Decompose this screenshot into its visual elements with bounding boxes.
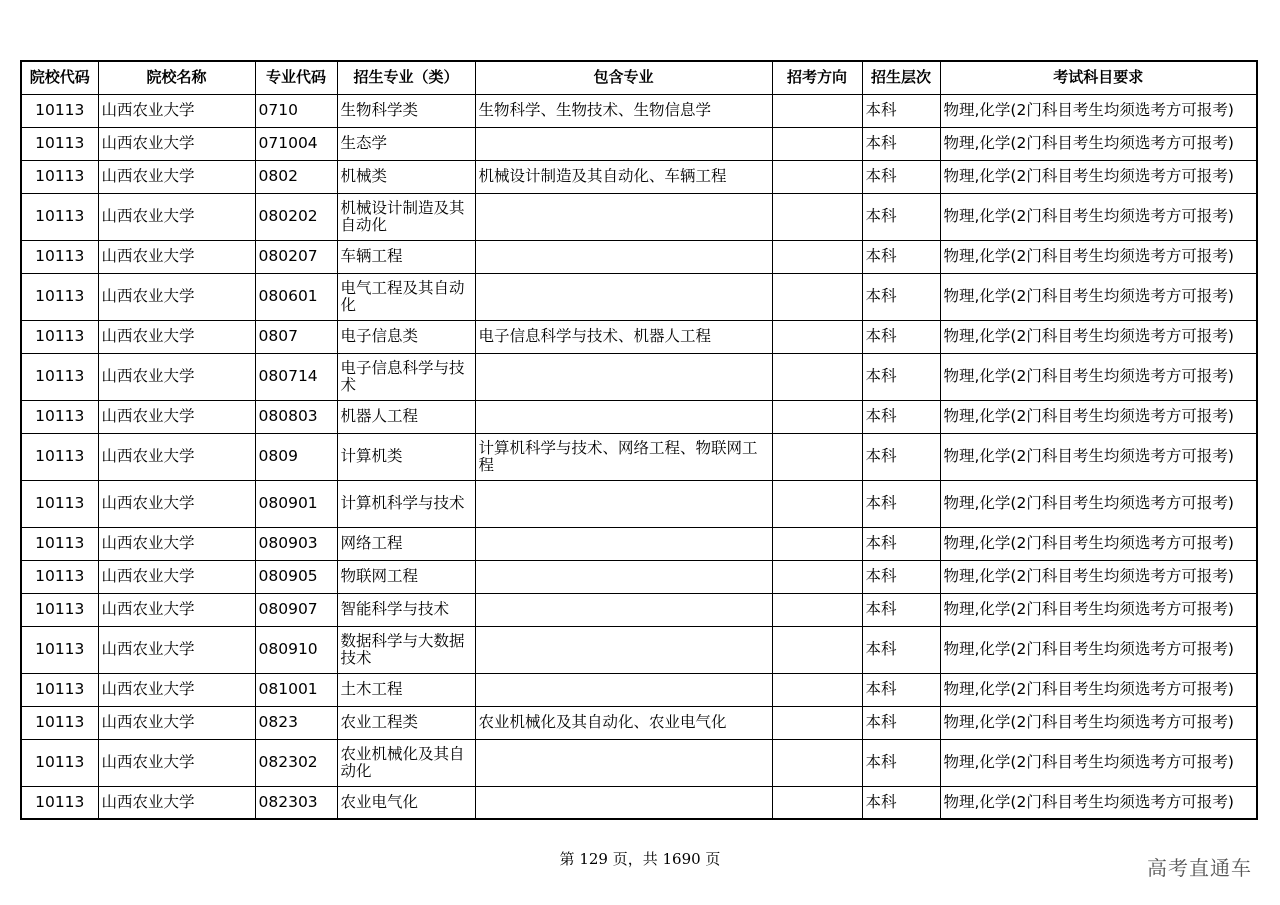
cell-direction (772, 320, 862, 353)
cell-subject-requirement: 物理,化学(2门科目考生均须选考方可报考) (940, 673, 1257, 706)
cell-school-name: 山西农业大学 (98, 527, 255, 560)
table-row (21, 193, 1257, 240)
watermark-logo: 高考直通车 (1147, 856, 1252, 880)
cell-level: 本科 (862, 706, 940, 739)
cell-subject-requirement: 物理,化学(2门科目考生均须选考方可报考) (940, 273, 1257, 320)
cell-level: 本科 (862, 193, 940, 240)
cell-major-name: 农业电气化 (337, 786, 475, 819)
cell-included-majors (475, 560, 772, 593)
cell-school-code: 10113 (21, 320, 98, 353)
table-row (21, 94, 1257, 127)
cell-major-code: 082302 (255, 739, 337, 786)
cell-major-code: 080901 (255, 480, 337, 527)
header-school-code: 院校代码 (21, 61, 98, 94)
cell-direction (772, 480, 862, 527)
cell-subject-requirement: 物理,化学(2门科目考生均须选考方可报考) (940, 626, 1257, 673)
cell-school-code: 10113 (21, 400, 98, 433)
cell-school-name: 山西农业大学 (98, 593, 255, 626)
cell-school-code: 10113 (21, 673, 98, 706)
cell-school-code: 10113 (21, 433, 98, 480)
cell-included-majors: 农业机械化及其自动化、农业电气化 (475, 706, 772, 739)
cell-major-code: 080910 (255, 626, 337, 673)
table-row (21, 593, 1257, 626)
cell-school-name: 山西农业大学 (98, 786, 255, 819)
table-row (21, 320, 1257, 353)
cell-major-code: 080207 (255, 240, 337, 273)
table-row (21, 626, 1257, 673)
header-major-name: 招生专业（类） (337, 61, 475, 94)
cell-included-majors (475, 240, 772, 273)
cell-direction (772, 739, 862, 786)
table-row (21, 706, 1257, 739)
cell-direction (772, 193, 862, 240)
table-row (21, 240, 1257, 273)
cell-subject-requirement: 物理,化学(2门科目考生均须选考方可报考) (940, 480, 1257, 527)
cell-included-majors (475, 626, 772, 673)
cell-school-code: 10113 (21, 94, 98, 127)
cell-subject-requirement: 物理,化学(2门科目考生均须选考方可报考) (940, 706, 1257, 739)
header-included-majors: 包含专业 (475, 61, 772, 94)
cell-major-name: 机械类 (337, 160, 475, 193)
cell-school-name: 山西农业大学 (98, 400, 255, 433)
cell-major-code: 080907 (255, 593, 337, 626)
cell-school-code: 10113 (21, 593, 98, 626)
table-row (21, 560, 1257, 593)
cell-school-code: 10113 (21, 160, 98, 193)
header-subject-requirement: 考试科目要求 (940, 61, 1257, 94)
cell-subject-requirement: 物理,化学(2门科目考生均须选考方可报考) (940, 320, 1257, 353)
cell-subject-requirement: 物理,化学(2门科目考生均须选考方可报考) (940, 94, 1257, 127)
cell-school-name: 山西农业大学 (98, 560, 255, 593)
cell-level: 本科 (862, 240, 940, 273)
cell-major-code: 080803 (255, 400, 337, 433)
cell-major-name: 电气工程及其自动化 (337, 273, 475, 320)
cell-school-name: 山西农业大学 (98, 673, 255, 706)
table-row (21, 160, 1257, 193)
cell-school-name: 山西农业大学 (98, 433, 255, 480)
cell-school-name: 山西农业大学 (98, 739, 255, 786)
cell-subject-requirement: 物理,化学(2门科目考生均须选考方可报考) (940, 786, 1257, 819)
table-row (21, 433, 1257, 480)
table-row (21, 673, 1257, 706)
cell-major-name: 网络工程 (337, 527, 475, 560)
cell-school-code: 10113 (21, 480, 98, 527)
cell-level: 本科 (862, 626, 940, 673)
cell-subject-requirement: 物理,化学(2门科目考生均须选考方可报考) (940, 593, 1257, 626)
cell-major-code: 080903 (255, 527, 337, 560)
cell-included-majors (475, 527, 772, 560)
cell-school-name: 山西农业大学 (98, 94, 255, 127)
cell-major-name: 土木工程 (337, 673, 475, 706)
cell-level: 本科 (862, 320, 940, 353)
cell-school-code: 10113 (21, 240, 98, 273)
cell-school-name: 山西农业大学 (98, 240, 255, 273)
cell-included-majors: 生物科学、生物技术、生物信息学 (475, 94, 772, 127)
cell-level: 本科 (862, 673, 940, 706)
cell-level: 本科 (862, 560, 940, 593)
cell-school-code: 10113 (21, 353, 98, 400)
cell-level: 本科 (862, 273, 940, 320)
cell-level: 本科 (862, 400, 940, 433)
header-direction: 招考方向 (772, 61, 862, 94)
cell-school-code: 10113 (21, 560, 98, 593)
cell-direction (772, 786, 862, 819)
cell-level: 本科 (862, 739, 940, 786)
cell-major-name: 计算机科学与技术 (337, 480, 475, 527)
cell-subject-requirement: 物理,化学(2门科目考生均须选考方可报考) (940, 739, 1257, 786)
cell-level: 本科 (862, 593, 940, 626)
cell-school-code: 10113 (21, 706, 98, 739)
cell-direction (772, 273, 862, 320)
header-major-code: 专业代码 (255, 61, 337, 94)
cell-major-name: 机器人工程 (337, 400, 475, 433)
cell-included-majors: 机械设计制造及其自动化、车辆工程 (475, 160, 772, 193)
table-row (21, 127, 1257, 160)
cell-direction (772, 626, 862, 673)
cell-school-name: 山西农业大学 (98, 320, 255, 353)
cell-direction (772, 240, 862, 273)
cell-major-name: 电子信息类 (337, 320, 475, 353)
cell-major-name: 车辆工程 (337, 240, 475, 273)
table-body (21, 94, 1257, 819)
cell-major-code: 080714 (255, 353, 337, 400)
cell-major-code: 082303 (255, 786, 337, 819)
cell-direction (772, 127, 862, 160)
cell-school-name: 山西农业大学 (98, 193, 255, 240)
cell-included-majors (475, 127, 772, 160)
cell-direction (772, 433, 862, 480)
cell-school-name: 山西农业大学 (98, 480, 255, 527)
cell-level: 本科 (862, 160, 940, 193)
cell-major-code: 0710 (255, 94, 337, 127)
cell-school-name: 山西农业大学 (98, 706, 255, 739)
header-school-name: 院校名称 (98, 61, 255, 94)
table-row (21, 786, 1257, 819)
cell-subject-requirement: 物理,化学(2门科目考生均须选考方可报考) (940, 527, 1257, 560)
cell-major-code: 080202 (255, 193, 337, 240)
cell-major-name: 电子信息科学与技术 (337, 353, 475, 400)
cell-direction (772, 706, 862, 739)
cell-level: 本科 (862, 527, 940, 560)
header-row (21, 61, 1257, 94)
cell-major-name: 物联网工程 (337, 560, 475, 593)
cell-major-code: 0802 (255, 160, 337, 193)
cell-included-majors (475, 786, 772, 819)
cell-included-majors (475, 353, 772, 400)
table-row (21, 400, 1257, 433)
cell-included-majors (475, 273, 772, 320)
cell-subject-requirement: 物理,化学(2门科目考生均须选考方可报考) (940, 353, 1257, 400)
cell-level: 本科 (862, 353, 940, 400)
cell-included-majors (475, 593, 772, 626)
cell-direction (772, 527, 862, 560)
cell-direction (772, 160, 862, 193)
cell-school-code: 10113 (21, 527, 98, 560)
table-row (21, 739, 1257, 786)
page-number: 第 129 页，共 1690 页 (559, 850, 721, 868)
cell-major-code: 081001 (255, 673, 337, 706)
cell-included-majors (475, 480, 772, 527)
cell-school-code: 10113 (21, 739, 98, 786)
cell-direction (772, 560, 862, 593)
cell-major-name: 数据科学与大数据技术 (337, 626, 475, 673)
cell-major-name: 生态学 (337, 127, 475, 160)
cell-direction (772, 673, 862, 706)
cell-school-code: 10113 (21, 786, 98, 819)
admission-table (20, 60, 1258, 820)
cell-level: 本科 (862, 94, 940, 127)
cell-level: 本科 (862, 786, 940, 819)
cell-subject-requirement: 物理,化学(2门科目考生均须选考方可报考) (940, 560, 1257, 593)
cell-major-name: 机械设计制造及其自动化 (337, 193, 475, 240)
cell-school-name: 山西农业大学 (98, 273, 255, 320)
cell-major-name: 农业机械化及其自动化 (337, 739, 475, 786)
table-row (21, 353, 1257, 400)
cell-direction (772, 94, 862, 127)
cell-school-code: 10113 (21, 193, 98, 240)
cell-included-majors: 电子信息科学与技术、机器人工程 (475, 320, 772, 353)
cell-major-code: 080905 (255, 560, 337, 593)
cell-school-code: 10113 (21, 273, 98, 320)
cell-school-name: 山西农业大学 (98, 127, 255, 160)
table-row (21, 273, 1257, 320)
cell-school-code: 10113 (21, 127, 98, 160)
cell-direction (772, 593, 862, 626)
cell-major-name: 智能科学与技术 (337, 593, 475, 626)
cell-subject-requirement: 物理,化学(2门科目考生均须选考方可报考) (940, 160, 1257, 193)
cell-school-name: 山西农业大学 (98, 353, 255, 400)
cell-included-majors (475, 400, 772, 433)
cell-subject-requirement: 物理,化学(2门科目考生均须选考方可报考) (940, 240, 1257, 273)
cell-major-code: 0823 (255, 706, 337, 739)
cell-school-name: 山西农业大学 (98, 160, 255, 193)
cell-school-name: 山西农业大学 (98, 626, 255, 673)
header-level: 招生层次 (862, 61, 940, 94)
cell-level: 本科 (862, 433, 940, 480)
cell-subject-requirement: 物理,化学(2门科目考生均须选考方可报考) (940, 400, 1257, 433)
cell-major-name: 计算机类 (337, 433, 475, 480)
cell-major-code: 080601 (255, 273, 337, 320)
cell-subject-requirement: 物理,化学(2门科目考生均须选考方可报考) (940, 433, 1257, 480)
cell-major-name: 农业工程类 (337, 706, 475, 739)
cell-major-code: 071004 (255, 127, 337, 160)
cell-major-name: 生物科学类 (337, 94, 475, 127)
table-header (21, 61, 1257, 94)
table-row (21, 480, 1257, 527)
cell-level: 本科 (862, 127, 940, 160)
cell-school-code: 10113 (21, 626, 98, 673)
cell-direction (772, 400, 862, 433)
cell-included-majors (475, 193, 772, 240)
cell-direction (772, 353, 862, 400)
cell-subject-requirement: 物理,化学(2门科目考生均须选考方可报考) (940, 193, 1257, 240)
cell-included-majors (475, 673, 772, 706)
cell-included-majors: 计算机科学与技术、网络工程、物联网工程 (475, 433, 772, 480)
cell-subject-requirement: 物理,化学(2门科目考生均须选考方可报考) (940, 127, 1257, 160)
cell-included-majors (475, 739, 772, 786)
cell-major-code: 0809 (255, 433, 337, 480)
cell-level: 本科 (862, 480, 940, 527)
table-row (21, 527, 1257, 560)
cell-major-code: 0807 (255, 320, 337, 353)
